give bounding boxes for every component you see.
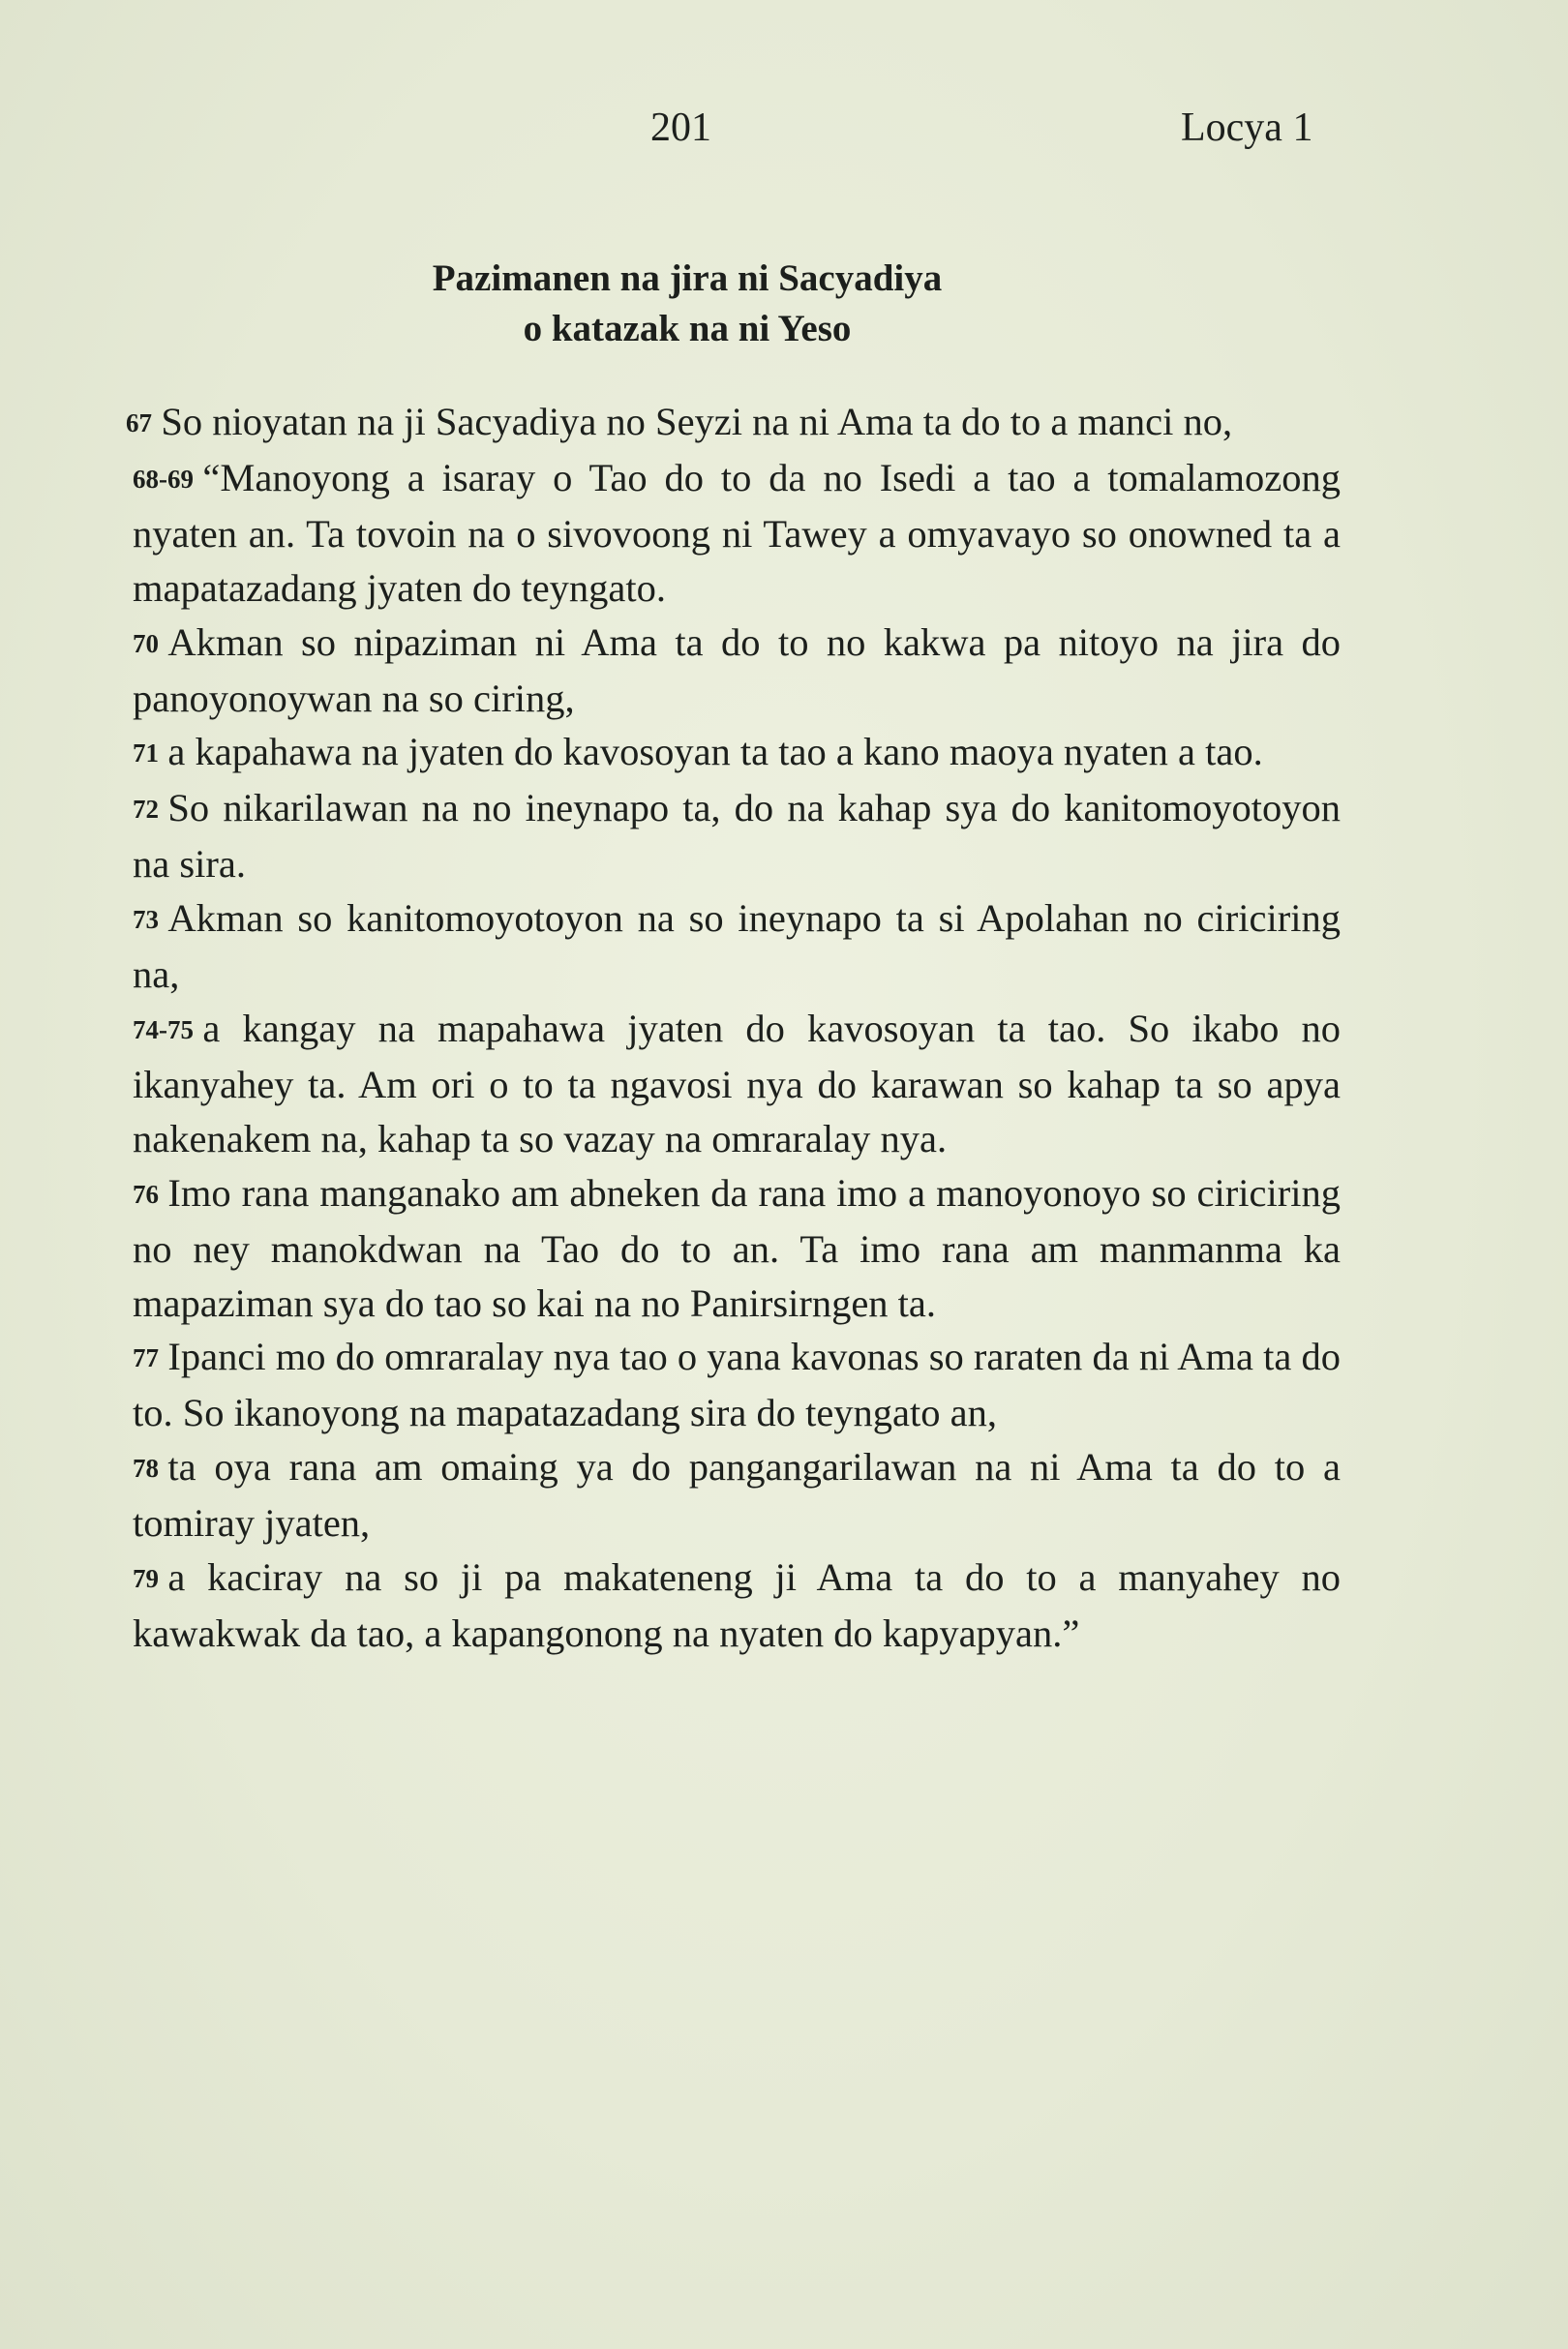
verse-number: 72 bbox=[133, 795, 165, 825]
verse bbox=[39, 395, 1341, 451]
verse-number: 74-75 bbox=[133, 1014, 199, 1044]
verse-text: Akman so kanitomoyotoyon na so ineynapo ta si Apolahan no ciriciring na, bbox=[133, 896, 1341, 997]
verse bbox=[39, 1551, 1341, 1661]
verse-text: ta oya rana am omaing ya do pangangarilawan na ni Ama ta do to a tomiray jyaten, bbox=[133, 1445, 1341, 1546]
verse-text: So nikarilawan na no ineynapo ta, do na kahap sya do kanitomoyotoyon na sira. bbox=[133, 786, 1341, 887]
verse-number: 79 bbox=[133, 1564, 165, 1594]
section-heading-line-2: o katazak na ni Yeso bbox=[523, 308, 852, 349]
verse-number: 77 bbox=[133, 1343, 165, 1373]
section-heading-line-1: Pazimanen na jira ni Sacyadiya bbox=[432, 257, 943, 299]
verse-number: 68-69 bbox=[133, 464, 199, 494]
verse bbox=[39, 1330, 1341, 1440]
verse-number: 76 bbox=[133, 1179, 165, 1209]
verse bbox=[39, 725, 1341, 781]
verse bbox=[39, 1166, 1341, 1331]
verse bbox=[39, 781, 1341, 891]
verse-text: a kaciray na so ji pa makateneng ji Ama ta do to a manyahey no kawakwak da tao, a kapangonong na nyaten do kapyapyan.” bbox=[133, 1555, 1341, 1655]
verse-number: 67 bbox=[126, 408, 158, 437]
verse-text: a kangay na mapahawa jyaten do kavosoyan ta tao. So ikabo no ikanyahey ta. Am ori o to ta ngavosi nya do karawan so kahap ta so apya nakenakem na, kahap ta so vazay na omraralay nya. bbox=[133, 1006, 1341, 1160]
verse bbox=[39, 451, 1341, 616]
verse-number: 70 bbox=[133, 628, 165, 658]
verse-text: “Manoyong a isaray o Tao do to da no Isedi a tao a tomalamozong nyaten an. Ta tovoin na o sivovoong ni Tawey a omyavayo so onowned ta a mapatazadang jyaten do teyngato. bbox=[133, 455, 1341, 610]
verse-number: 73 bbox=[133, 905, 165, 935]
verse-text: Imo rana manganako am abneken da rana imo a manoyonoyo so ciriciring no ney manokdwan na Tao do to an. Ta imo rana am manmanma ka mapaziman sya do tao so kai na no Panirsirngen ta. bbox=[133, 1170, 1341, 1325]
verse bbox=[39, 891, 1341, 1002]
verse-text: Akman so nipaziman ni Ama ta do to no kakwa pa nitoyo na jira do panoyonoywan na so ciring, bbox=[133, 619, 1341, 720]
verse bbox=[39, 616, 1341, 726]
page-header bbox=[0, 105, 1568, 163]
verse-number: 78 bbox=[133, 1454, 165, 1484]
verse-number: 71 bbox=[133, 738, 165, 768]
running-head: Locya 1 bbox=[1181, 105, 1313, 150]
section-heading bbox=[0, 254, 1374, 354]
page-number: 201 bbox=[650, 105, 711, 150]
body-text bbox=[39, 395, 1341, 1661]
verse-text: So nioyatan na ji Sacyadiya no Seyzi na ni Ama ta do to a manci no, bbox=[161, 400, 1233, 443]
verse-text: a kapahawa na jyaten do kavosoyan ta tao a kano maoya nyaten a tao. bbox=[167, 730, 1263, 774]
verse-text: Ipanci mo do omraralay nya tao o yana kavonas so raraten da ni Ama ta do to. So ikanoyong na mapatazadang sira do teyngato an, bbox=[133, 1335, 1341, 1435]
verse bbox=[39, 1002, 1341, 1166]
verse bbox=[39, 1440, 1341, 1551]
